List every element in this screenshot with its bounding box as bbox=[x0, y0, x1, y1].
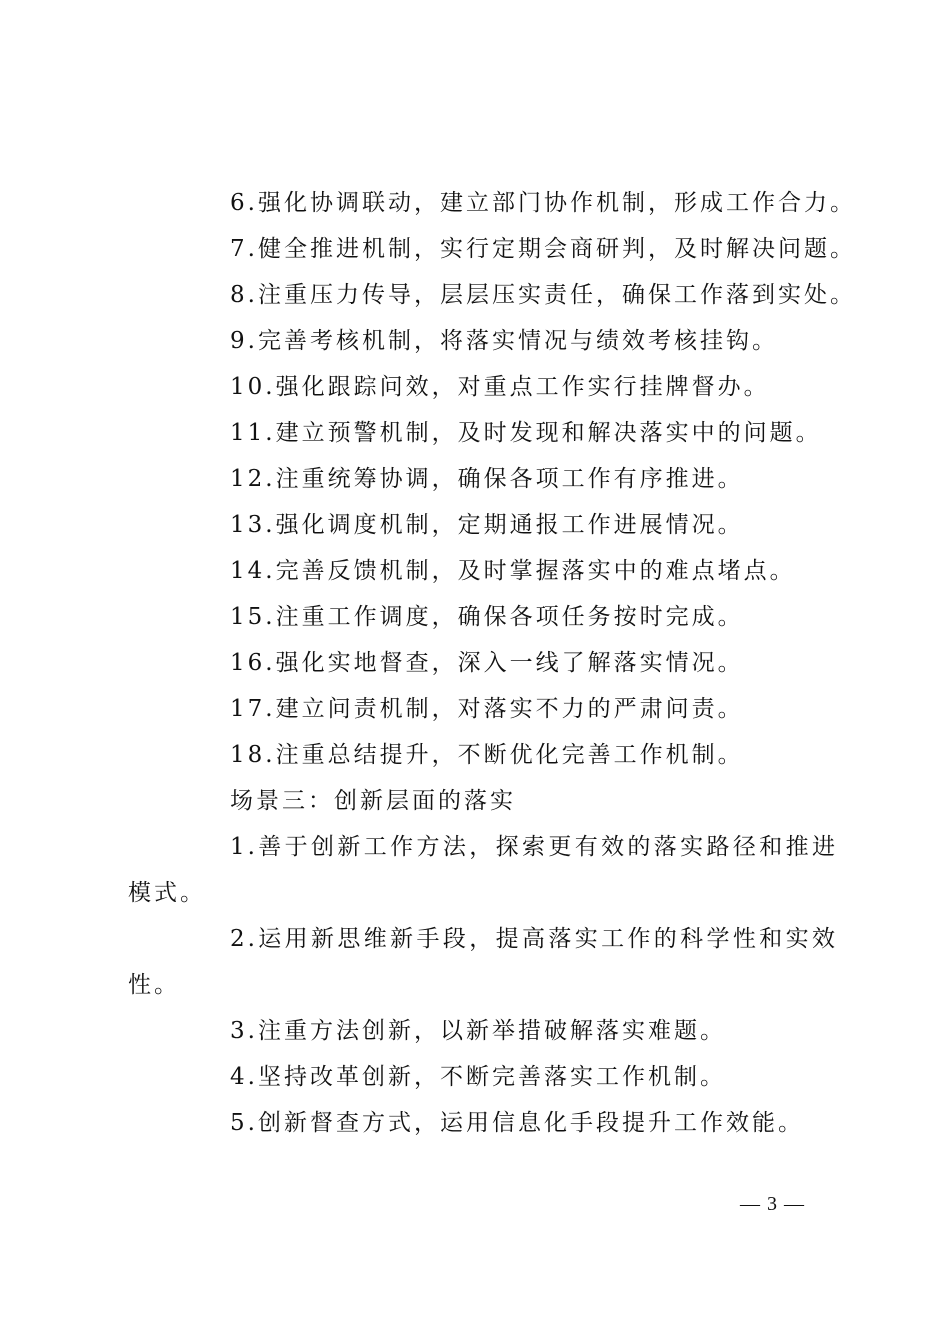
list-item-continuation: 性。 bbox=[128, 972, 180, 998]
list-item: 8.注重压力传导，层层压实责任，确保工作落到实处。 bbox=[230, 282, 856, 308]
list-item: 18.注重总结提升，不断优化完善工作机制。 bbox=[230, 742, 744, 768]
document-body bbox=[128, 180, 856, 1146]
list-item: 7.健全推进机制，实行定期会商研判，及时解决问题。 bbox=[230, 236, 856, 262]
page-number: — 3 — bbox=[740, 1193, 805, 1215]
list-item-continuation: 模式。 bbox=[128, 880, 206, 906]
list-item: 5.创新督查方式，运用信息化手段提升工作效能。 bbox=[230, 1110, 804, 1136]
list-item: 11.建立预警机制，及时发现和解决落实中的问题。 bbox=[230, 420, 822, 446]
list-item-line: 1.善于创新工作方法，探索更有效的落实路径和推进 bbox=[230, 834, 838, 860]
list-item-line: 2.运用新思维新手段，提高落实工作的科学性和实效 bbox=[230, 926, 838, 952]
list-item: 6.强化协调联动，建立部门协作机制，形成工作合力。 bbox=[230, 190, 856, 216]
list-item-wrapped bbox=[128, 824, 838, 916]
list-item: 14.完善反馈机制，及时掌握落实中的难点堵点。 bbox=[230, 558, 796, 584]
list-item: 15.注重工作调度，确保各项任务按时完成。 bbox=[230, 604, 744, 630]
list-item: 10.强化跟踪问效，对重点工作实行挂牌督办。 bbox=[230, 374, 770, 400]
section-heading: 场景三：创新层面的落实 bbox=[230, 788, 516, 814]
list-item: 13.强化调度机制，定期通报工作进展情况。 bbox=[230, 512, 744, 538]
list-item: 3.注重方法创新，以新举措破解落实难题。 bbox=[230, 1018, 726, 1044]
list-item: 12.注重统筹协调，确保各项工作有序推进。 bbox=[230, 466, 744, 492]
list-item: 4.坚持改革创新，不断完善落实工作机制。 bbox=[230, 1064, 726, 1090]
list-item: 16.强化实地督查，深入一线了解落实情况。 bbox=[230, 650, 744, 676]
list-item-wrapped bbox=[128, 916, 838, 1008]
list-item: 17.建立问责机制，对落实不力的严肃问责。 bbox=[230, 696, 744, 722]
list-item: 9.完善考核机制，将落实情况与绩效考核挂钩。 bbox=[230, 328, 778, 354]
